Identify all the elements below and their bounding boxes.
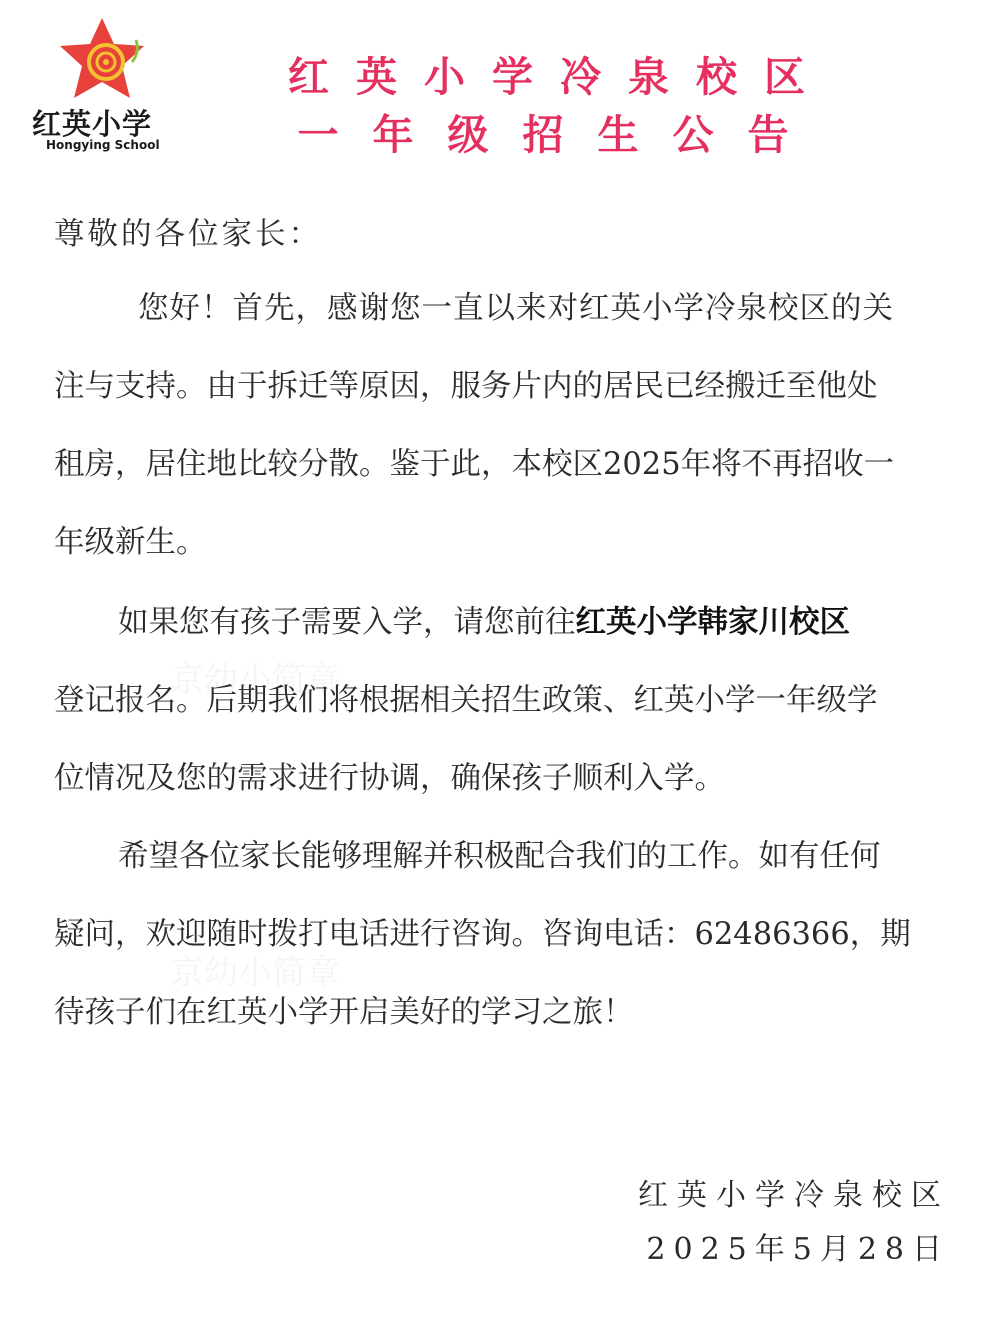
- paragraph-3: [54, 818, 954, 1052]
- notice-title-line1: 红英小学冷泉校区: [288, 53, 832, 101]
- paragraph-3-line: 疑问，欢迎随时拨打电话进行咨询。咨询电话：62486366，期: [54, 917, 911, 952]
- paragraph-3-line: 待孩子们在红英小学开启美好的学习之旅！: [54, 995, 634, 1030]
- signature-org: 红英小学冷泉校区: [638, 1178, 950, 1213]
- signature-date: 2025年5月28日: [646, 1232, 950, 1267]
- notice-title-line2: 一年级招生公告: [297, 111, 823, 159]
- paragraph-1-line: 租房，居住地比较分散。鉴于此，本校区2025年将不再招收一: [54, 447, 895, 482]
- paragraph-1-line: 年级新生。: [54, 525, 207, 560]
- greeting: 尊敬的各位家长：: [54, 217, 322, 252]
- logo-school-name-en: Hongying School: [46, 138, 160, 152]
- watermark: [170, 652, 340, 701]
- paragraph-1-line: 您好！首先，感谢您一直以来对红英小学冷泉校区的关: [138, 291, 894, 326]
- paragraph-2: [54, 584, 954, 818]
- campus-name-highlight: 红英小学韩家川校区: [575, 605, 850, 640]
- paragraph-1-line: 注与支持。由于拆迁等原因，服务片内的居民已经搬迁至他处: [54, 369, 878, 404]
- paragraph-2-line: 登记报名。后期我们将根据相关招生政策、红英小学一年级学: [54, 683, 878, 718]
- watermark: [170, 945, 340, 994]
- star-swirl-logo-icon: [54, 14, 150, 104]
- school-logo: [26, 14, 176, 154]
- logo-school-name-cn: 红英小学: [32, 107, 153, 141]
- paragraph-2-line: 位情况及您的需求进行协调，确保孩子顺利入学。: [54, 761, 725, 796]
- paragraph-2-line: [54, 584, 954, 662]
- paragraph-1: [54, 270, 954, 582]
- paragraph-3-line: 希望各位家长能够理解并积极配合我们的工作。如有任何: [118, 839, 881, 874]
- paragraph-2-line1-text: 如果您有孩子需要入学，请您前往: [118, 605, 576, 640]
